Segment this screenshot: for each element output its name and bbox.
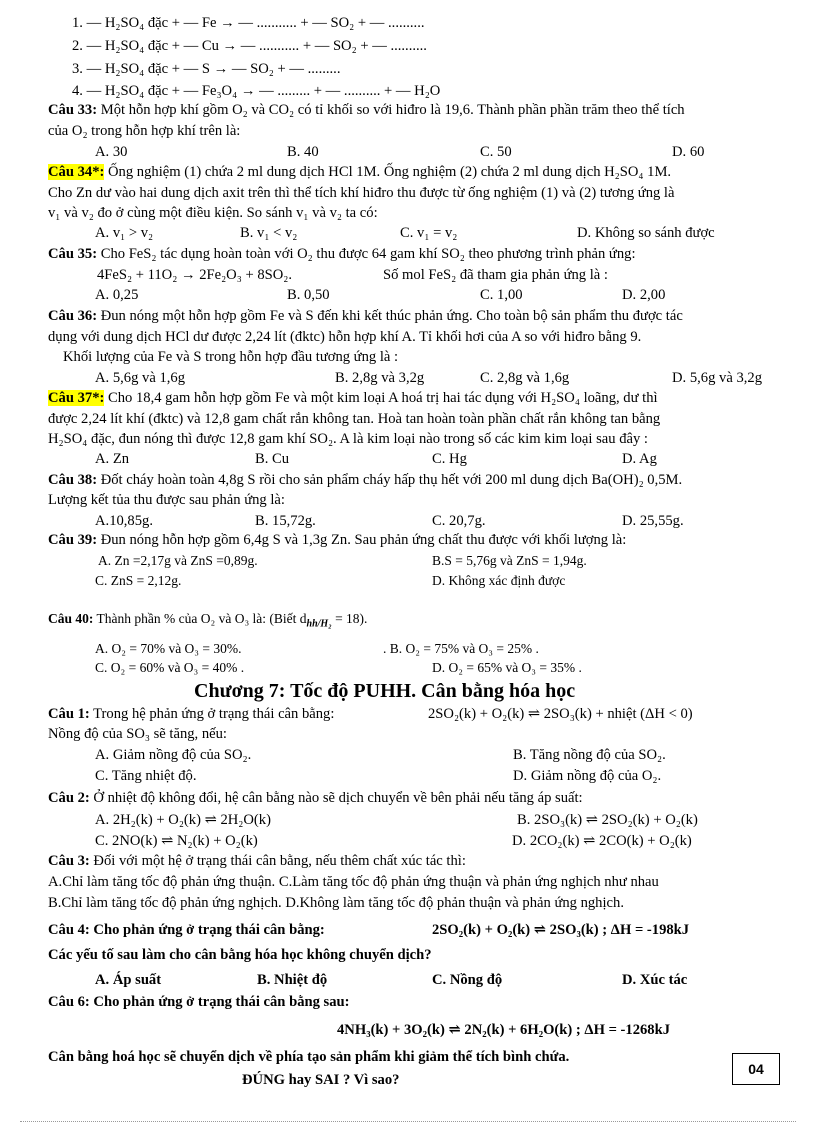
option-d: D. Không so sánh được [577,225,715,241]
question-label: Câu 39: [48,532,98,548]
option-a: A. Giảm nồng độ của SO₂. [95,747,252,763]
option-d: D. 25,55g. [622,513,684,529]
option-c: C. 2,8g và 1,6g [480,370,570,386]
reaction-equation: 2SO₂(k) + O₂(k) ⇌ 2SO₃(k) ; ΔH = -198kJ [432,922,690,938]
page-number: 04 [732,1053,780,1085]
question-label: Câu 6: [48,994,90,1010]
question-34 [48,163,671,181]
question-label: Câu 33: [48,102,98,118]
question-text: Trong hệ phản ứng ở trạng thái cân bằng: [93,706,335,722]
question-text: Một hỗn hợp khí gồm O₂ và CO₂ có tỉ khối so với hiđro là 19,6. Thành phần phần trăm theo thể tích [100,102,685,118]
option-a: A. Zn =2,17g và ZnS =0,89g. [98,553,258,568]
question-37 [48,389,658,407]
option-d: D. 5,6g và 3,2g [672,370,762,386]
question-text: Cân bằng hoá học sẽ chuyển dịch về phía tạo sản phẩm khi giảm thể tích bình chứa. [48,1049,570,1065]
chapter-question-6 [48,993,350,1011]
question-label: Câu 36: [48,308,98,324]
option-b: B. 40 [287,144,319,160]
question-36 [48,307,683,325]
question-text: Số mol FeS₂ đã tham gia phản ứng là : [383,267,608,283]
question-text: Cho 18,4 gam hỗn hợp gồm Fe và một kim loại A hoá trị hai tác dụng với H₂SO₄ loãng, dư thì [108,390,658,406]
question-text: Khối lượng của Fe và S trong hỗn hợp đầu tương ứng là : [63,349,399,365]
question-text: Thành phần % của O₂ và O₃ là: (Biết d [96,611,307,626]
question-text: Cho phản ứng ở trạng thái cân bằng: [93,922,325,938]
option-c: C. 1,00 [480,287,523,303]
option-d: D. Ag [622,451,657,467]
question-label: Câu 34*: [48,164,105,180]
question-text: = 18). [335,611,368,626]
option-a: A. 0,25 [95,287,139,303]
option-a: A. O₂ = 70% và O₃ = 30%. [95,641,242,656]
option-d: D. Xúc tác [622,972,688,988]
option-d: D. 2,00 [622,287,666,303]
chapter-question-3 [48,852,466,870]
options-line: A.Chỉ làm tăng tốc độ phản ứng thuận. C.Làm tăng tốc độ phản ứng thuận và phản ứng nghịch như nhau [48,874,659,890]
option-b: B.S = 5,76g và ZnS = 1,94g. [432,553,587,568]
option-b: B. 2SO₃(k) ⇌ 2SO₂(k) + O₂(k) [517,812,698,828]
question-text: ĐÚNG hay SAI ? Vì sao? [242,1072,400,1088]
question-text: dụng với dung dịch HCl dư được 2,24 lít (đktc) hỗn hợp khí A. Tỉ khối hơi của A so với hiđro bằng 9. [48,329,642,345]
option-c: C. Nồng độ [432,972,503,988]
option-c: C. ZnS = 2,12g. [95,573,182,588]
option-d: D. O₂ = 65% và O₃ = 35% . [432,660,582,675]
option-c: C. O₂ = 60% và O₃ = 40% . [95,660,245,675]
option-a: A. Áp suất [95,972,162,988]
question-text: v₁ và v₂ đo ở cùng một điều kiện. So sánh v₁ và v₂ ta có: [48,205,378,221]
question-label: Câu 40: [48,611,94,626]
options-line: B.Chỉ làm tăng tốc độ phản ứng nghịch. D.Không làm tăng tốc độ phản thuận và phản ứng nghịch. [48,895,624,911]
option-a: A. v₁ > v₂ [95,225,154,241]
question-label: Câu 4: [48,922,90,938]
option-a: A. 30 [95,144,128,160]
option-b: B. Tăng nồng độ của SO₂. [513,747,666,763]
question-text: Đun nóng hỗn hợp gồm 6,4g S và 1,3g Zn. Sau phản ứng chất thu được với khối lượng là: [100,532,627,548]
option-b: B. Cu [255,451,290,467]
question-label: Câu 1: [48,706,90,722]
question-40 [48,610,367,634]
chapter-question-2 [48,789,583,807]
question-35 [48,245,636,263]
question-text: Cho FeS₂ tác dụng hoàn toàn với O₂ thu được 64 gam khí SO₂ theo phương trình phản ứng: [100,246,636,262]
question-33 [48,101,685,119]
question-text: Đối với một hệ ở trạng thái cân bằng, nếu thêm chất xúc tác thì: [93,853,466,869]
option-c: C. 2NO(k) ⇌ N₂(k) + O₂(k) [95,833,258,849]
question-text: Cho Zn dư vào hai dung dịch axit trên thì thể tích khí hiđro thu được từ ống nghiệm (1) và (2) tương ứng là [48,185,675,201]
equation-4: 4. — H₂SO₄ đặc + — Fe₃O₄ → — ......... + — .......... + — H₂O [72,83,441,99]
option-d: D. Giảm nồng độ của O₂. [513,768,662,784]
question-label: Câu 3: [48,853,90,869]
equation-3: 3. — H₂SO₄ đặc + — S → — SO₂ + — ......... [72,61,341,77]
option-a: A. 5,6g và 1,6g [95,370,185,386]
question-text: Ở nhiệt độ không đổi, hệ cân bằng nào sẽ dịch chuyển về bên phải nếu tăng áp suất: [93,790,583,806]
option-c: C. Tăng nhiệt độ. [95,768,197,784]
option-c: C. 50 [480,144,512,160]
question-label: Câu 37*: [48,390,105,406]
question-text: Ống nghiệm (1) chứa 2 ml dung dịch HCl 1M. Ống nghiệm (2) chứa 2 ml dung dịch H₂SO₄ 1M. [108,164,672,180]
question-38 [48,471,682,489]
question-text: của O₂ trong hỗn hợp khí trên là: [48,123,241,139]
footer-divider [20,1121,796,1122]
question-label: Câu 35: [48,246,98,262]
equation-2: 2. — H₂SO₄ đặc + — Cu → — ........... + — SO₂ + — .......... [72,38,427,54]
question-text: Nồng độ của SO₃ sẽ tăng, nếu: [48,726,227,742]
option-b: B. 0,50 [287,287,330,303]
option-d: D. 2CO₂(k) ⇌ 2CO(k) + O₂(k) [512,833,692,849]
option-b: . B. O₂ = 75% và O₃ = 25% . [383,641,539,656]
density-subscript: hh/H₂ [306,618,332,630]
question-text: Các yếu tố sau làm cho cân bằng hóa học không chuyển dịch? [48,947,432,963]
question-39 [48,531,626,549]
question-label: Câu 2: [48,790,90,806]
equation-1: 1. — H₂SO₄ đặc + — Fe → — ........... + — SO₂ + — .......... [72,15,425,31]
option-b: B. v₁ < v₂ [240,225,298,241]
option-c: C. Hg [432,451,467,467]
question-text: H₂SO₄ đặc, đun nóng thì được 12,8 gam khí SO₂. A là kim loại nào trong số các kim kim loại sau đây : [48,431,648,447]
chapter-question-1 [48,705,334,723]
option-c: C. 20,7g. [432,513,486,529]
reaction-equation: 4FeS₂ + 11O₂ → 2Fe₂O₃ + 8SO₂. [97,267,293,283]
question-text: Cho phản ứng ở trạng thái cân bằng sau: [93,994,350,1010]
question-text: Đun nóng một hỗn hợp gồm Fe và S đến khi kết thúc phản ứng. Cho toàn bộ sản phẩm thu được tác [100,308,683,324]
option-a: A.10,85g. [95,513,153,529]
option-b: B. Nhiệt độ [257,972,328,988]
option-d: D. 60 [672,144,705,160]
option-a: A. 2H₂(k) + O₂(k) ⇌ 2H₂O(k) [95,812,271,828]
option-a: A. Zn [95,451,130,467]
option-b: B. 2,8g và 3,2g [335,370,425,386]
reaction-equation: 4NH₃(k) + 3O₂(k) ⇌ 2N₂(k) + 6H₂O(k) ; ΔH = -1268kJ [337,1022,670,1038]
chapter-question-4 [48,921,325,939]
question-text: Lượng kết tủa thu được sau phản ứng là: [48,492,285,508]
question-label: Câu 38: [48,472,98,488]
option-b: B. 15,72g. [255,513,316,529]
question-text: được 2,24 lít khí (đktc) và 12,8 gam chất rắn không tan. Hoà tan hoàn toàn phần chất rắn không tan bằng [48,411,661,427]
option-c: C. v₁ = v₂ [400,225,458,241]
chapter-title: Chương 7: Tốc độ PUHH. Cân bằng hóa học [194,680,576,702]
reaction-equation: 2SO₂(k) + O₂(k) ⇌ 2SO₃(k) + nhiệt (ΔH < 0) [428,706,693,722]
option-d: D. Không xác định được [432,573,566,588]
question-text: Đốt cháy hoàn toàn 4,8g S rồi cho sản phẩm cháy hấp thụ hết với 200 ml dung dịch Ba(OH)₂ 0,5M. [100,472,683,488]
